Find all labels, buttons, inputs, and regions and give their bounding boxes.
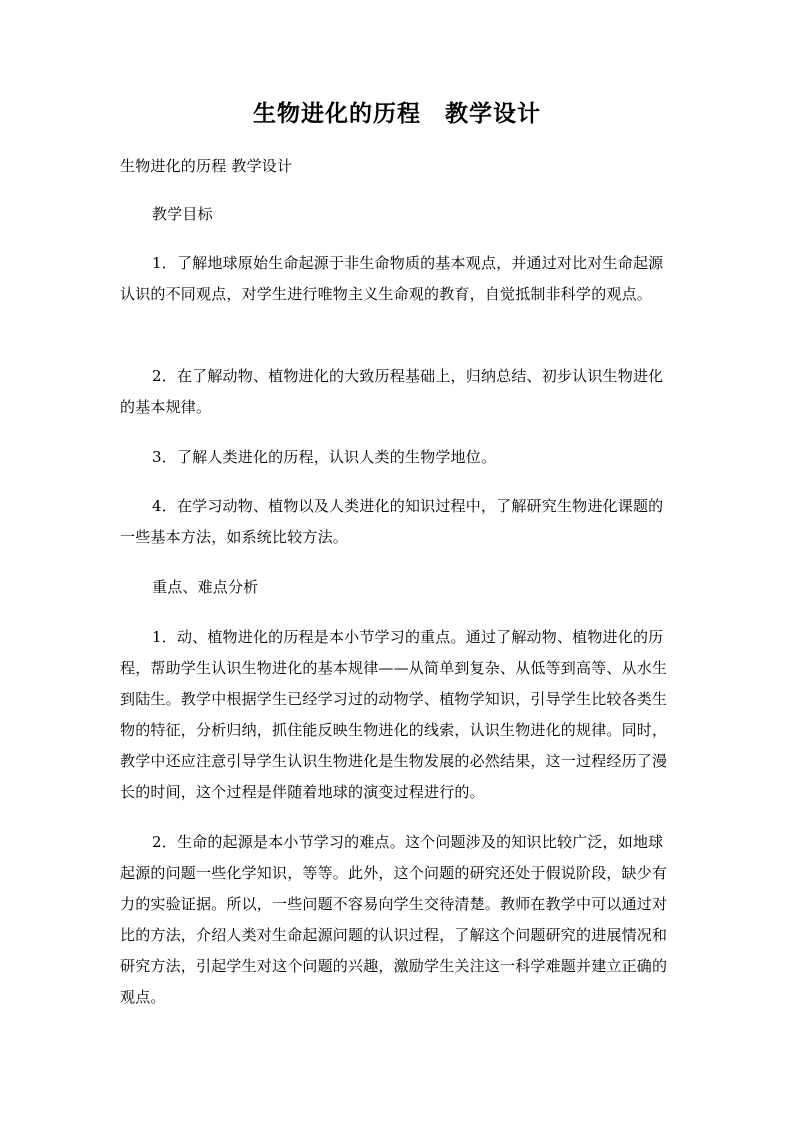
document-title: 生物进化的历程 教学设计 — [253, 100, 541, 127]
goal-paragraph-1: 1．了解地球原始生命起源于非生命物质的基本观点，并通过对比对生命起源认识的不同观点，对学生进行唯物主义生命观的教育，自觉抵制非科学的观点。 — [120, 254, 664, 303]
section-heading-goals: 教学目标 — [152, 205, 213, 223]
goal-paragraph-4: 4．在学习动物、植物以及人类进化的知识过程中，了解研究生物进化课题的一些基本方法，如系统比较方法。 — [120, 497, 664, 546]
key-point-paragraph-2: 2．生命的起源是本小节学习的难点。这个问题涉及的知识比较广泛，如地球起源的问题一些化学知识，等等。此外，这个问题的研究还处于假说阶段，缺少有力的实验证据。所以，一些问题不容易向学生交待清楚。教师在教学中可以通过对比的方法，介绍人类对生命起源问题的认识过程，了解这个问题研究的进展情况和研究方法，引起学生对这个问题的兴趣，激励学生关注这一科学难题并建立正确的观点。 — [120, 833, 668, 1006]
section-heading-key-points: 重点、难点分析 — [152, 578, 259, 596]
goal-paragraph-3: 3．了解人类进化的历程，认识人类的生物学地位。 — [152, 448, 497, 466]
goal-paragraph-2: 2．在了解动物、植物进化的大致历程基础上，归纳总结、初步认识生物进化的基本规律。 — [120, 367, 664, 416]
document-subtitle: 生物进化的历程 教学设计 — [120, 157, 293, 175]
key-point-paragraph-1: 1．动、植物进化的历程是本小节学习的重点。通过了解动物、植物进化的历程，帮助学生认识生物进化的基本规律——从简单到复杂、从低等到高等、从水生到陆生。教学中根据学生已经学习过的动物学、植物学知识，引导学生比较各类生物的特征，分析归纳，抓住能反映生物进化的线索，认识生物进化的规律。同时，教学中还应注意引导学生认识生物进化是生物发展的必然结果，这一过程经历了漫长的时间，这个过程是伴随着地球的演变过程进行的。 — [120, 628, 668, 801]
